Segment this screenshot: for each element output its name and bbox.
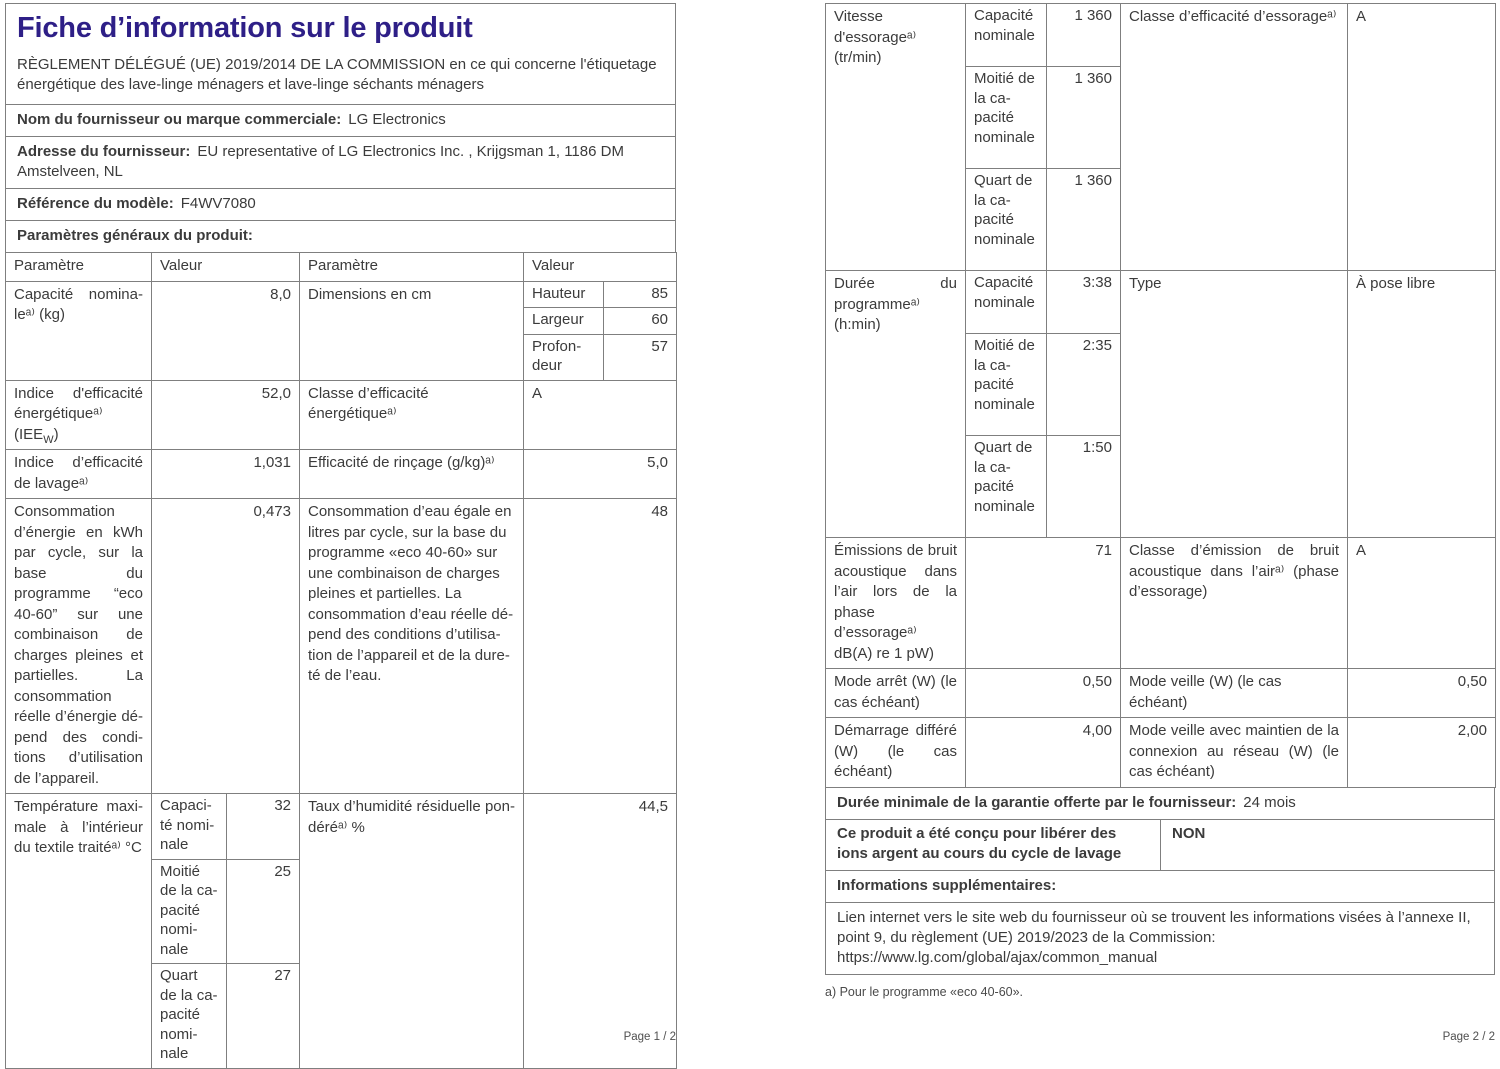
value-energy-class: A [524, 380, 677, 450]
param-water-consumption: Consommation d’eau égale en litres par cycle, sur la base du programme «eco 40-60» sur une combinaison de charges pleines et partielles. La consommation d’eau réelle dépend des conditions d’utilisation de l’appareil et de la dureté de l’eau. [300, 499, 524, 794]
dim-value-hauteur: 85 [604, 281, 677, 308]
value-standby: 0,50 [1348, 669, 1496, 718]
temp-value-nominal: 32 [227, 794, 300, 860]
value-delayed-start: 4,00 [966, 718, 1121, 788]
value-capacity: 8,0 [152, 281, 300, 380]
model-value: F4WV7080 [180, 195, 256, 212]
param-noise-class: Classe d’émission de bruit acoustique dans l’airᵃ⁾ (phase d’essorage) [1121, 538, 1348, 669]
value-rinse-efficiency: 5,0 [524, 450, 677, 499]
param-programme-duration: Durée du programmeᵃ⁾ (h:min) [826, 271, 966, 538]
table-row [6, 380, 677, 450]
param-energy-consumption: Consommation d’énergie en kWh par cycle, sur la base du programme “eco 40-60” sur une combinaison de charges pleines et partielles. La consommation réelle d’énergie dépend des conditions d’utilisation de l’appareil. [6, 499, 152, 794]
general-params-label: Paramètres généraux du produit: [17, 227, 253, 244]
supplier-link-row [825, 902, 1495, 975]
temp-label-quarter: Quart de la capacité nominale [152, 964, 227, 1069]
duration-label-quarter: Quart de la capacité nominale [966, 436, 1047, 538]
value-spin-class: A [1348, 4, 1496, 271]
additional-info-row [825, 870, 1495, 903]
header-parametre-right: Paramètre [300, 253, 524, 282]
duration-value-quarter: 1:50 [1047, 436, 1121, 538]
value-water-consumption: 48 [524, 499, 677, 794]
table-header-row [6, 253, 677, 282]
value-residual-humidity: 44,5 [524, 794, 677, 1069]
product-sheet-page-1 [5, 3, 676, 1069]
table-row [826, 4, 1496, 67]
param-rinse-efficiency: Efficacité de rinçage (g/kg)ᵃ⁾ [300, 450, 524, 499]
value-energy-consumption: 0,473 [152, 499, 300, 794]
additional-info-label: Informations supplémentaires: [837, 876, 1057, 894]
param-wash-index: Indice d’efficacité de lavageᵃ⁾ [6, 450, 152, 499]
param-delayed-start: Démarrage différé (W) (le cas échéant) [826, 718, 966, 788]
warranty-row [825, 787, 1495, 820]
address-label: Adresse du fournisseur: [17, 143, 191, 160]
iee-label: Indice d'efficacité énergétiqueᵃ⁾ [14, 384, 143, 422]
param-energy-class: Classe d’efficacité énergétiqueᵃ⁾ [300, 380, 524, 450]
model-label: Référence du modèle: [17, 195, 174, 212]
iee-formula-post: ) [53, 425, 59, 443]
param-standby: Mode veille (W) (le cas échéant) [1121, 669, 1348, 718]
spin-label-half: Moitié de la capacité nominale [966, 67, 1047, 169]
header-valeur-right: Valeur [524, 253, 677, 282]
params-table-page2 [825, 3, 1496, 788]
value-noise-emissions: 71 [966, 538, 1121, 669]
param-off-mode: Mode arrêt (W) (le cas échéant) [826, 669, 966, 718]
warranty-value: 24 mois [1243, 793, 1296, 811]
temp-label-nominal: Capacité nominale [152, 794, 227, 860]
supplier-value: LG Electronics [348, 111, 446, 128]
header-valeur-left: Valeur [152, 253, 300, 282]
iee-formula-sub: W [43, 433, 54, 446]
address-value: EU representative of LG Electronics Inc. , Krijgsman 1, 1186 DM Amstelveen, NL [17, 143, 624, 180]
value-type: À pose libre [1348, 271, 1496, 538]
spin-value-quarter: 1 360 [1047, 169, 1121, 271]
supplier-row [5, 104, 676, 137]
iee-formula-pre: (IEE [14, 425, 44, 443]
general-params-table [5, 252, 677, 1069]
dim-label-hauteur: Hauteur [524, 281, 604, 308]
param-capacity: Capacité nominaleᵃ⁾ (kg) [6, 281, 152, 380]
table-row [6, 499, 677, 794]
table-row [826, 271, 1496, 334]
footnote-eco-programme: a) Pour le programme «eco 40-60». [825, 984, 1024, 999]
silver-ions-label: Ce produit a été conçu pour libérer des ions argent au cours du cycle de lavage [826, 820, 1161, 870]
table-row [6, 281, 677, 308]
value-off-mode: 0,50 [966, 669, 1121, 718]
spin-value-nominal: 1 360 [1047, 4, 1121, 67]
duration-value-nominal: 3:38 [1047, 271, 1121, 334]
title-block [5, 3, 676, 105]
dim-label-largeur: Largeur [524, 308, 604, 335]
param-type: Type [1121, 271, 1348, 538]
dim-value-profondeur: 57 [604, 334, 677, 380]
table-row [6, 450, 677, 499]
param-energy-efficiency-index [6, 380, 152, 450]
param-spin-class: Classe d’efficacité d’essorageᵃ⁾ [1121, 4, 1348, 271]
silver-ions-row [825, 819, 1495, 871]
temp-value-half: 25 [227, 859, 300, 964]
regulation-text: RÈGLEMENT DÉLÉGUÉ (UE) 2019/2014 DE LA COMMISSION en ce qui concerne l'étiquetage énergétique des lave-linge ménagers et lave-linge séchants ménagers [17, 56, 657, 93]
duration-value-half: 2:35 [1047, 334, 1121, 436]
table-row [826, 669, 1496, 718]
address-row [5, 136, 676, 189]
supplier-link-text: Lien internet vers le site web du fournisseur où se trouvent les informations visées à l’annexe II, point 9, du règlement (UE) 2019/2023 de la Commission: https://www.lg.com/global/ajax/common_manual [837, 908, 1471, 966]
silver-ions-value: NON [1172, 824, 1206, 842]
warranty-label: Durée minimale de la garantie offerte par le fournisseur: [837, 793, 1237, 811]
dim-label-profondeur: Profondeur [524, 334, 604, 380]
duration-label-nominal: Capacité nominale [966, 271, 1047, 334]
param-spin-speed: Vitesse d'essorageᵃ⁾ (tr/min) [826, 4, 966, 271]
param-max-temperature: Température maximale à l’intérieur du textile traitéᵃ⁾ °C [6, 794, 152, 1069]
param-network-standby: Mode veille avec maintien de la connexion au réseau (W) (le cas échéant) [1121, 718, 1348, 788]
duration-label-half: Moitié de la capacité nominale [966, 334, 1047, 436]
table-row [6, 794, 677, 860]
supplier-label: Nom du fournisseur ou marque commerciale: [17, 111, 342, 128]
value-energy-efficiency-index: 52,0 [152, 380, 300, 450]
table-row [826, 718, 1496, 788]
dim-value-largeur: 60 [604, 308, 677, 335]
table-row [826, 538, 1496, 669]
header-parametre-left: Paramètre [6, 253, 152, 282]
param-residual-humidity: Taux d’humidité résiduelle pondéréᵃ⁾ % [300, 794, 524, 1069]
value-noise-class: A [1348, 538, 1496, 669]
temp-value-quarter: 27 [227, 964, 300, 1069]
param-dimensions: Dimensions en cm [300, 281, 524, 380]
spin-label-nominal: Capacité nominale [966, 4, 1047, 67]
param-noise-emissions: Émissions de bruit acoustique dans l’air lors de la phase d’essorageᵃ⁾ dB(A) re 1 pW) [826, 538, 966, 669]
general-params-section-row [5, 220, 676, 253]
temp-label-half: Moitié de la capacité nominale [152, 859, 227, 964]
page-title: Fiche d’information sur le produit [17, 12, 473, 44]
spin-value-half: 1 360 [1047, 67, 1121, 169]
value-wash-index: 1,031 [152, 450, 300, 499]
page-1-footer: Page 1 / 2 [623, 1031, 676, 1043]
product-sheet-page-2 [825, 3, 1495, 1001]
page-2-footer: Page 2 / 2 [1442, 1031, 1495, 1043]
value-network-standby: 2,00 [1348, 718, 1496, 788]
model-row [5, 188, 676, 221]
spin-label-quarter: Quart de la capacité nominale [966, 169, 1047, 271]
